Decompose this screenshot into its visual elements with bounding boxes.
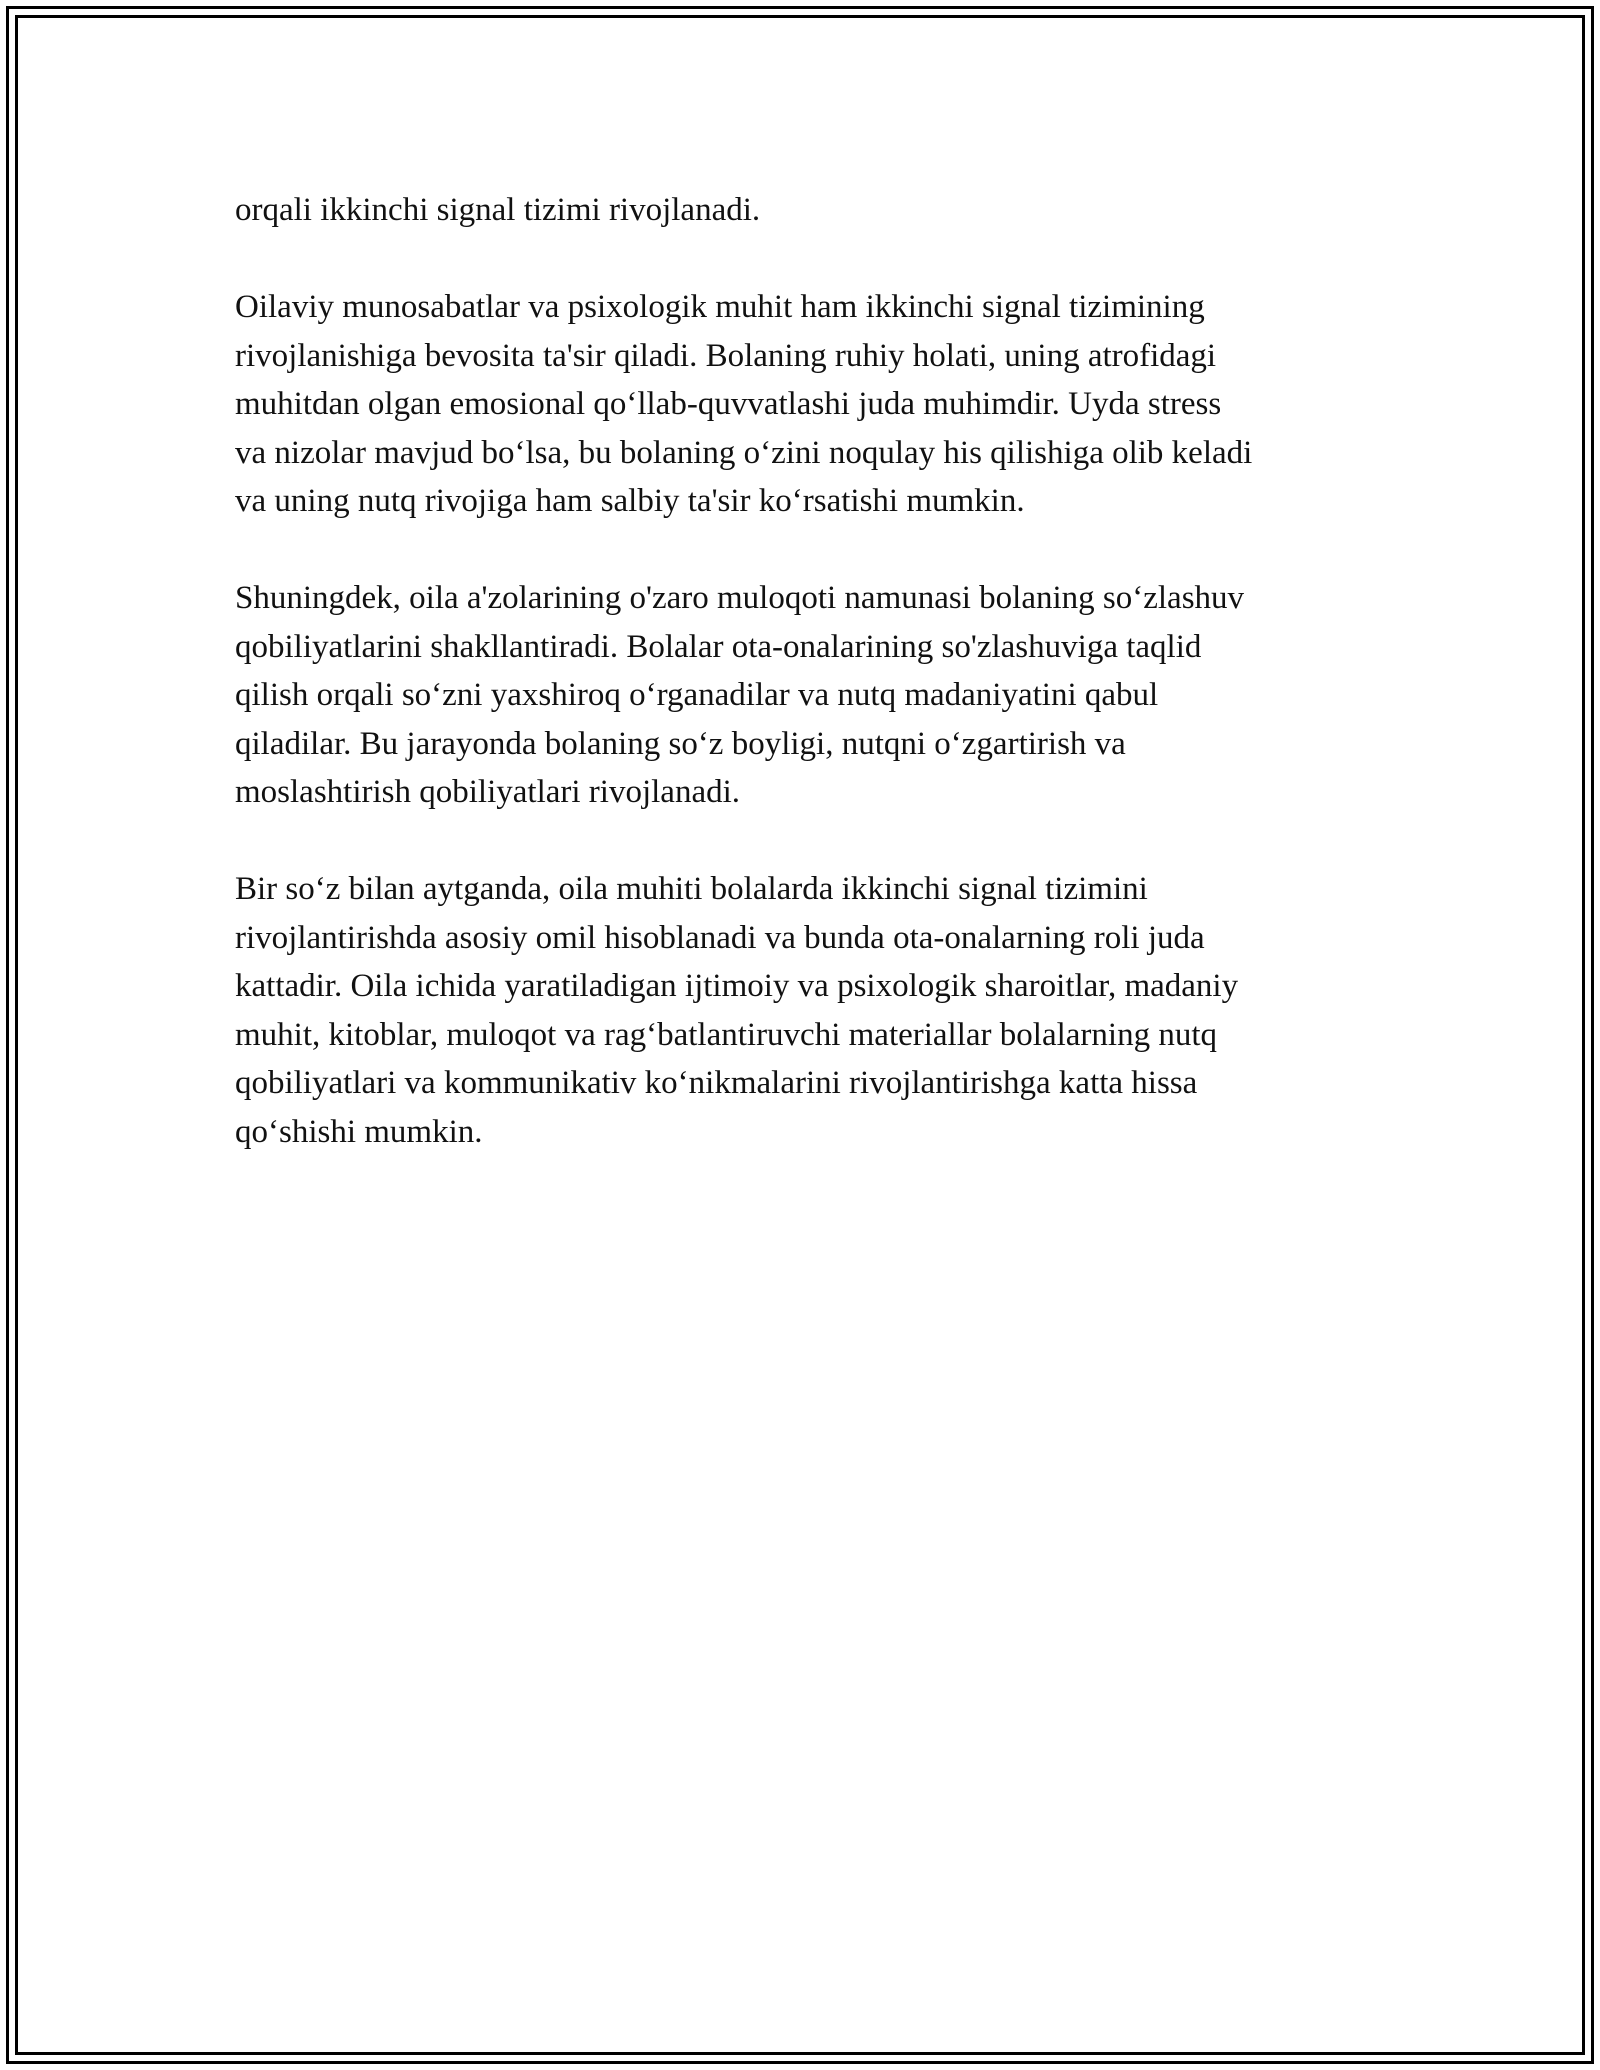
paragraph-2: Oilaviy munosabatlar va psixologik muhit ham ikkinchi signal tizimining rivojlanishiga bevosita ta'sir qiladi. Bolaning ruhiy holati, uning atrofidagi muhitdan olgan emosional qo‘llab-quvvatlashi juda muhimdir. Uyda stress va nizolar mavjud bo‘lsa, bu bolaning o‘zini noqulay his qilishiga olib keladi va uning nutq rivojiga ham salbiy ta'sir ko‘rsatishi mumkin. [235,289,1253,519]
paragraph-3: Shuningdek, oila a'zolarining o'zaro muloqoti namunasi bolaning so‘zlashuv qobiliyatlarini shakllantiradi. Bolalar ota-onalarining so'zlashuviga taqlid qilish orqali so‘zni yaxshiroq o‘rganadilar va nutq madaniyatini qabul qiladilar. Bu jarayonda bolaning so‘z boyligi, nutqni o‘zgartirish va moslashtirish qobiliyatlari rivojlanadi. [235,580,1245,810]
paragraph-1: orqali ikkinchi signal tizimi rivojlanadi. [235,192,761,228]
document-body [235,186,1375,1205]
paragraph-4: Bir so‘z bilan aytganda, oila muhiti bolalarda ikkinchi signal tizimini rivojlantirishda asosiy omil hisoblanadi va bunda ota-onalarning roli juda kattadir. Oila ichida yaratiladigan ijtimoiy va psixologik sharoitlar, madaniy muhit, kitoblar, muloqot va rag‘batlantiruvchi materiallar bolalarning nutq qobiliyatlari va kommunikativ ko‘nikmalarini rivojlantirishga katta hissa qo‘shishi mumkin. [235,871,1239,1150]
